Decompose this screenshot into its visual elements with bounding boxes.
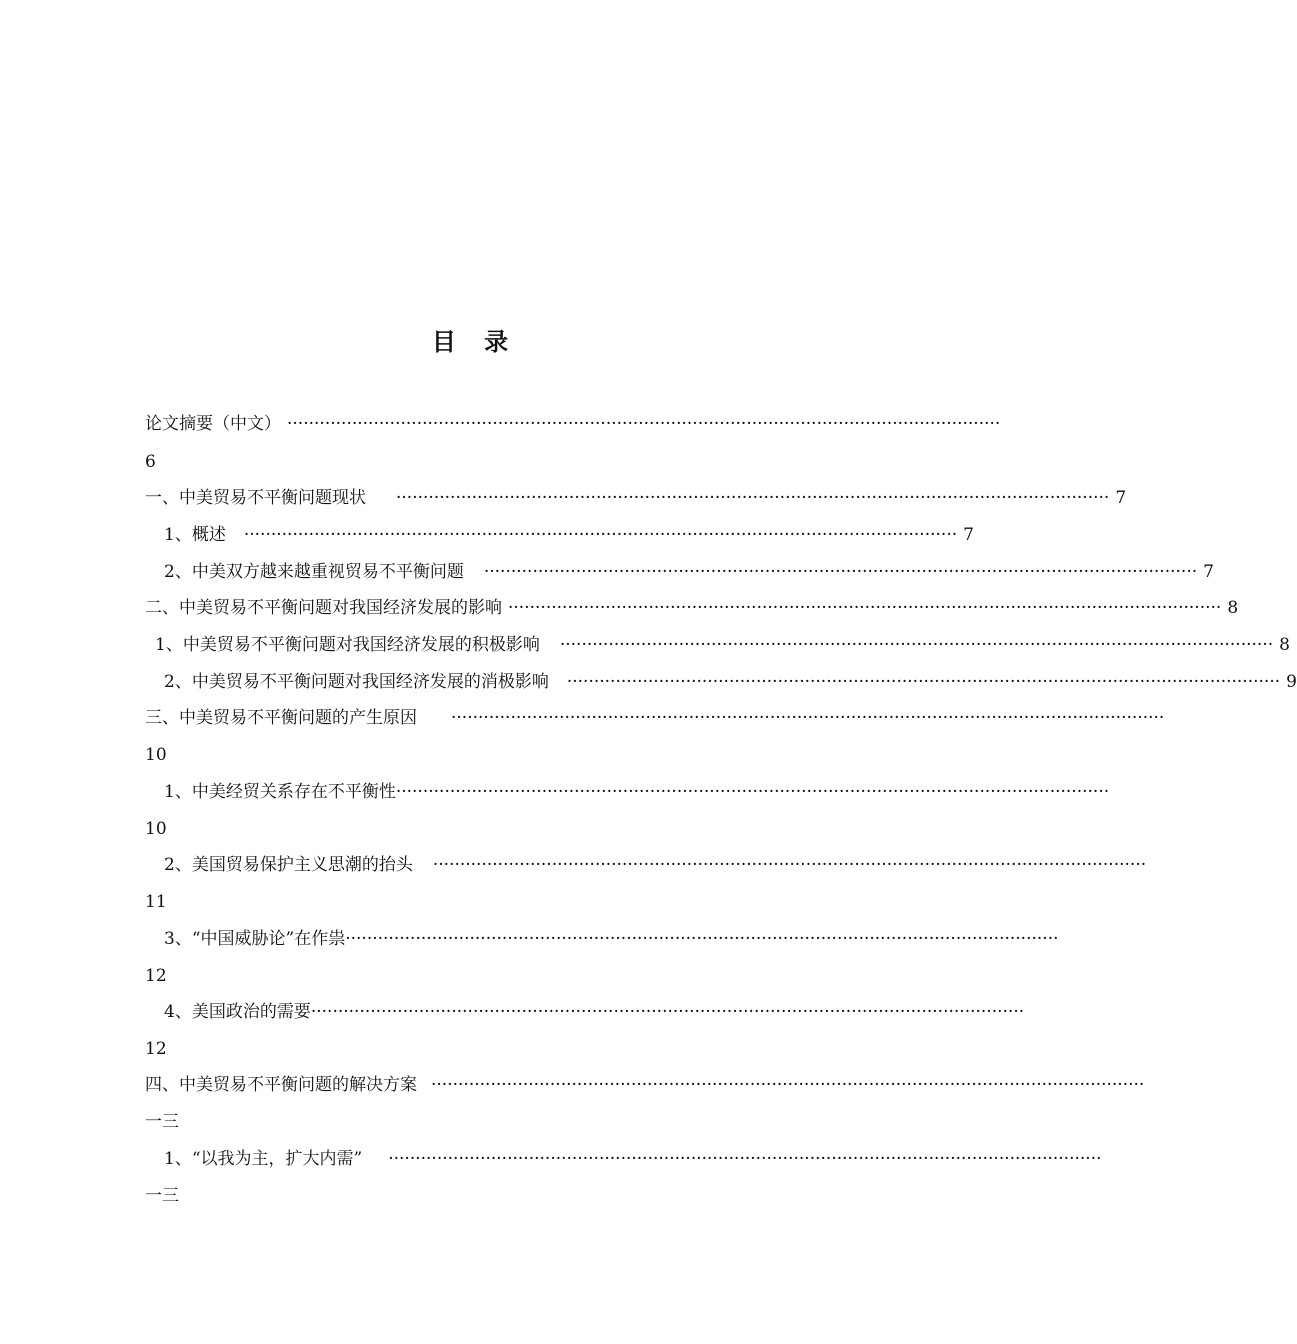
toc-entry[interactable] [145,706,1165,730]
dot-leader: ···································································································································· [431,1075,1145,1095]
toc-entry-page: 10 [145,745,167,765]
toc-entry-label: 1、概述 [164,525,226,545]
toc-entry-label: 一、中美贸易不平衡问题现状 [145,488,366,508]
dot-leader: ···································································································································· [395,782,1110,802]
toc-entry-page: 一三 [145,1112,179,1132]
dot-leader: ···································································································································· [388,1149,1102,1169]
toc-entry-page: 9 [1286,672,1297,692]
toc-entry-label: 1、“以我为主，扩大内需” [164,1149,363,1169]
toc-entry-label: 论文摘要（中文） [145,414,281,434]
dot-leader: ···································································································································· [396,488,1110,508]
toc-entry-label: 1、中美经贸关系存在不平衡性 [164,782,396,802]
toc-entry[interactable] [164,853,1147,877]
toc-entry-page: 11 [145,892,167,912]
toc-entry-page: 7 [1203,562,1214,582]
toc-entry[interactable] [145,412,1001,436]
toc-entry-page: 12 [145,1039,167,1059]
dot-leader: ···································································································································· [559,635,1274,655]
toc-entry[interactable] [164,560,1214,584]
dot-leader: ···································································································································· [310,1002,1025,1022]
toc-entry[interactable] [164,670,1297,694]
toc-entry-label: 4、美国政治的需要 [164,1002,311,1022]
toc-entry-page: 8 [1279,635,1290,655]
dot-leader: ···································································································································· [243,525,958,545]
toc-entry[interactable] [164,780,1110,804]
toc-entry-page: 12 [145,966,167,986]
toc-entry-label: 2、美国贸易保护主义思潮的抬头 [164,855,413,875]
dot-leader: ···································································································································· [483,562,1198,582]
toc-entry[interactable] [145,596,1239,620]
toc-entry[interactable] [164,1000,1025,1024]
toc-entry[interactable] [164,927,1059,951]
toc-entry[interactable] [145,486,1127,510]
dot-leader: ···································································································································· [451,708,1165,728]
toc-entry[interactable] [164,1147,1102,1171]
toc-entry[interactable] [155,633,1290,657]
toc-entry-label: 四、中美贸易不平衡问题的解决方案 [145,1075,417,1095]
toc-entry-page: 6 [145,452,156,472]
toc-entry-page: 7 [963,525,974,545]
toc-entry-label: 二、中美贸易不平衡问题对我国经济发展的影响 [145,598,502,618]
toc-entry[interactable] [164,523,974,547]
dot-leader: ···································································································································· [508,598,1222,618]
toc-entry-label: 2、中美贸易不平衡问题对我国经济发展的消极影响 [164,672,549,692]
toc-entry-page: 8 [1227,598,1239,618]
dot-leader: ···································································································································· [432,855,1147,875]
dot-leader: ···································································································································· [287,414,1001,434]
toc-entry-label: 三、中美贸易不平衡问题的产生原因 [145,708,417,728]
page-title: 目 录 [431,328,519,356]
toc-entry-label: 2、中美双方越来越重视贸易不平衡问题 [164,562,464,582]
toc-entry-page: 7 [1115,488,1127,508]
toc-entry-page: 一三 [145,1186,179,1206]
toc-entry-page: 10 [145,819,167,839]
toc-entry-label: 3、“中国威胁论”在作祟 [164,929,346,949]
toc-entry[interactable] [145,1073,1145,1097]
dot-leader: ···································································································································· [345,929,1059,949]
dot-leader: ···································································································································· [566,672,1281,692]
toc-entry-label: 1、中美贸易不平衡问题对我国经济发展的积极影响 [155,635,540,655]
